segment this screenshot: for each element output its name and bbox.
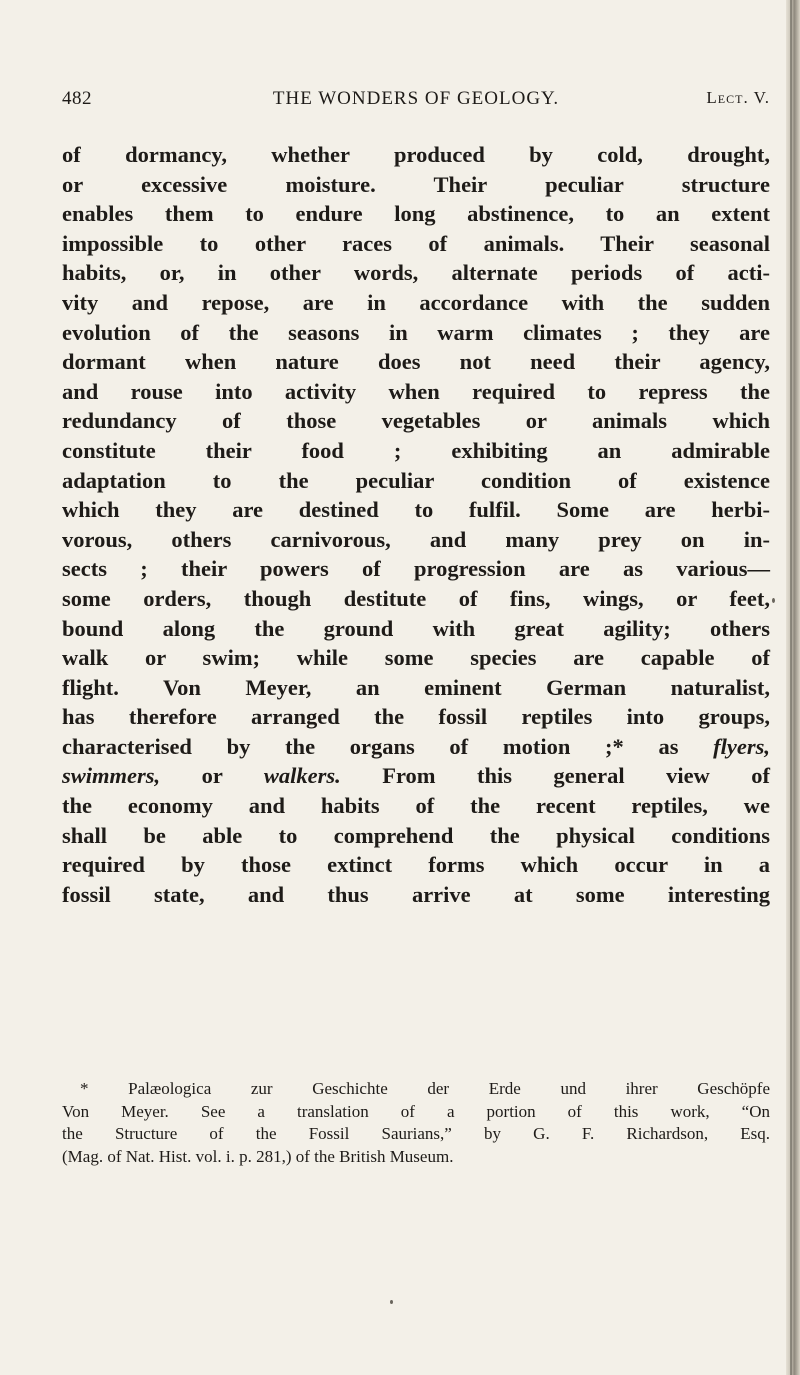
text-line: habits, or, in other words, alternate periods of acti- — [62, 260, 770, 286]
italic-term: flyers, — [713, 733, 770, 759]
running-title: THE WONDERS OF GEOLOGY. — [272, 88, 560, 109]
text-line — [62, 732, 770, 762]
text-line: the economy and habits of the recent reptiles, we — [62, 793, 770, 819]
text-line: walk or swim; while some species are capable of — [62, 645, 770, 671]
text-line: some orders, though destitute of fins, wings, or feet, — [62, 585, 770, 611]
text-line: flight. Von Meyer, an eminent German naturalist, — [62, 674, 770, 700]
text-line: vorous, others carnivorous, and many prey on in- — [62, 526, 770, 552]
page-binding-edge — [786, 0, 800, 1375]
text-segment: From this general view of — [340, 763, 770, 789]
running-head — [62, 88, 770, 118]
footnote-line: * Palæologica zur Geschichte der Erde und ihrer Geschöpfe — [80, 1079, 770, 1098]
paper-speck — [772, 598, 775, 603]
text-line: required by those extinct forms which occur in a — [62, 852, 770, 878]
footnote-line: (Mag. of Nat. Hist. vol. i. p. 281,) of the British Museum. — [62, 1146, 454, 1166]
text-line: or excessive moisture. Their peculiar structure — [62, 171, 770, 197]
body-text — [62, 140, 770, 909]
footnote — [62, 1078, 770, 1168]
footnote-line: the Structure of the Fossil Saurians,” by G. F. Richardson, Esq. — [62, 1124, 770, 1144]
text-line: shall be able to comprehend the physical conditions — [62, 822, 770, 848]
text-line: evolution of the seasons in warm climates ; they are — [62, 319, 770, 345]
text-line: adaptation to the peculiar condition of existence — [62, 467, 770, 493]
text-line: vity and repose, are in accordance with the sudden — [62, 289, 770, 315]
text-line: of dormancy, whether produced by cold, drought, — [62, 142, 770, 167]
text-line: impossible to other races of animals. Their seasonal — [62, 230, 770, 256]
text-line: redundancy of those vegetables or animals which — [62, 408, 770, 434]
paper-speck — [390, 1300, 393, 1304]
text-line: constitute their food ; exhibiting an admirable — [62, 437, 770, 463]
italic-term: walkers. — [263, 763, 341, 789]
text-line: fossil state, and thus arrive at some interesting — [62, 881, 770, 907]
text-line — [62, 761, 770, 791]
footnote-line: Von Meyer. See a translation of a portion of this work, “On — [62, 1101, 770, 1121]
text-segment: or — [160, 763, 264, 789]
text-line: and rouse into activity when required to repress the — [62, 378, 770, 404]
page-number: 482 — [62, 88, 92, 109]
text-line: dormant when nature does not need their agency, — [62, 349, 770, 375]
text-line: which they are destined to fulfil. Some are herbi- — [62, 497, 770, 523]
text-line: has therefore arranged the fossil reptiles into groups, — [62, 704, 770, 730]
page-binding-shadow — [790, 0, 792, 1375]
lecture-reference: Lect. V. — [706, 88, 770, 107]
text-line: sects ; their powers of progression are as various— — [62, 556, 770, 582]
italic-term: swimmers, — [62, 763, 161, 789]
text-line: enables them to endure long abstinence, to an extent — [62, 201, 770, 227]
text-line: bound along the ground with great agility; others — [62, 615, 770, 641]
text-segment: characterised by the organs of motion ;* as — [62, 733, 714, 759]
